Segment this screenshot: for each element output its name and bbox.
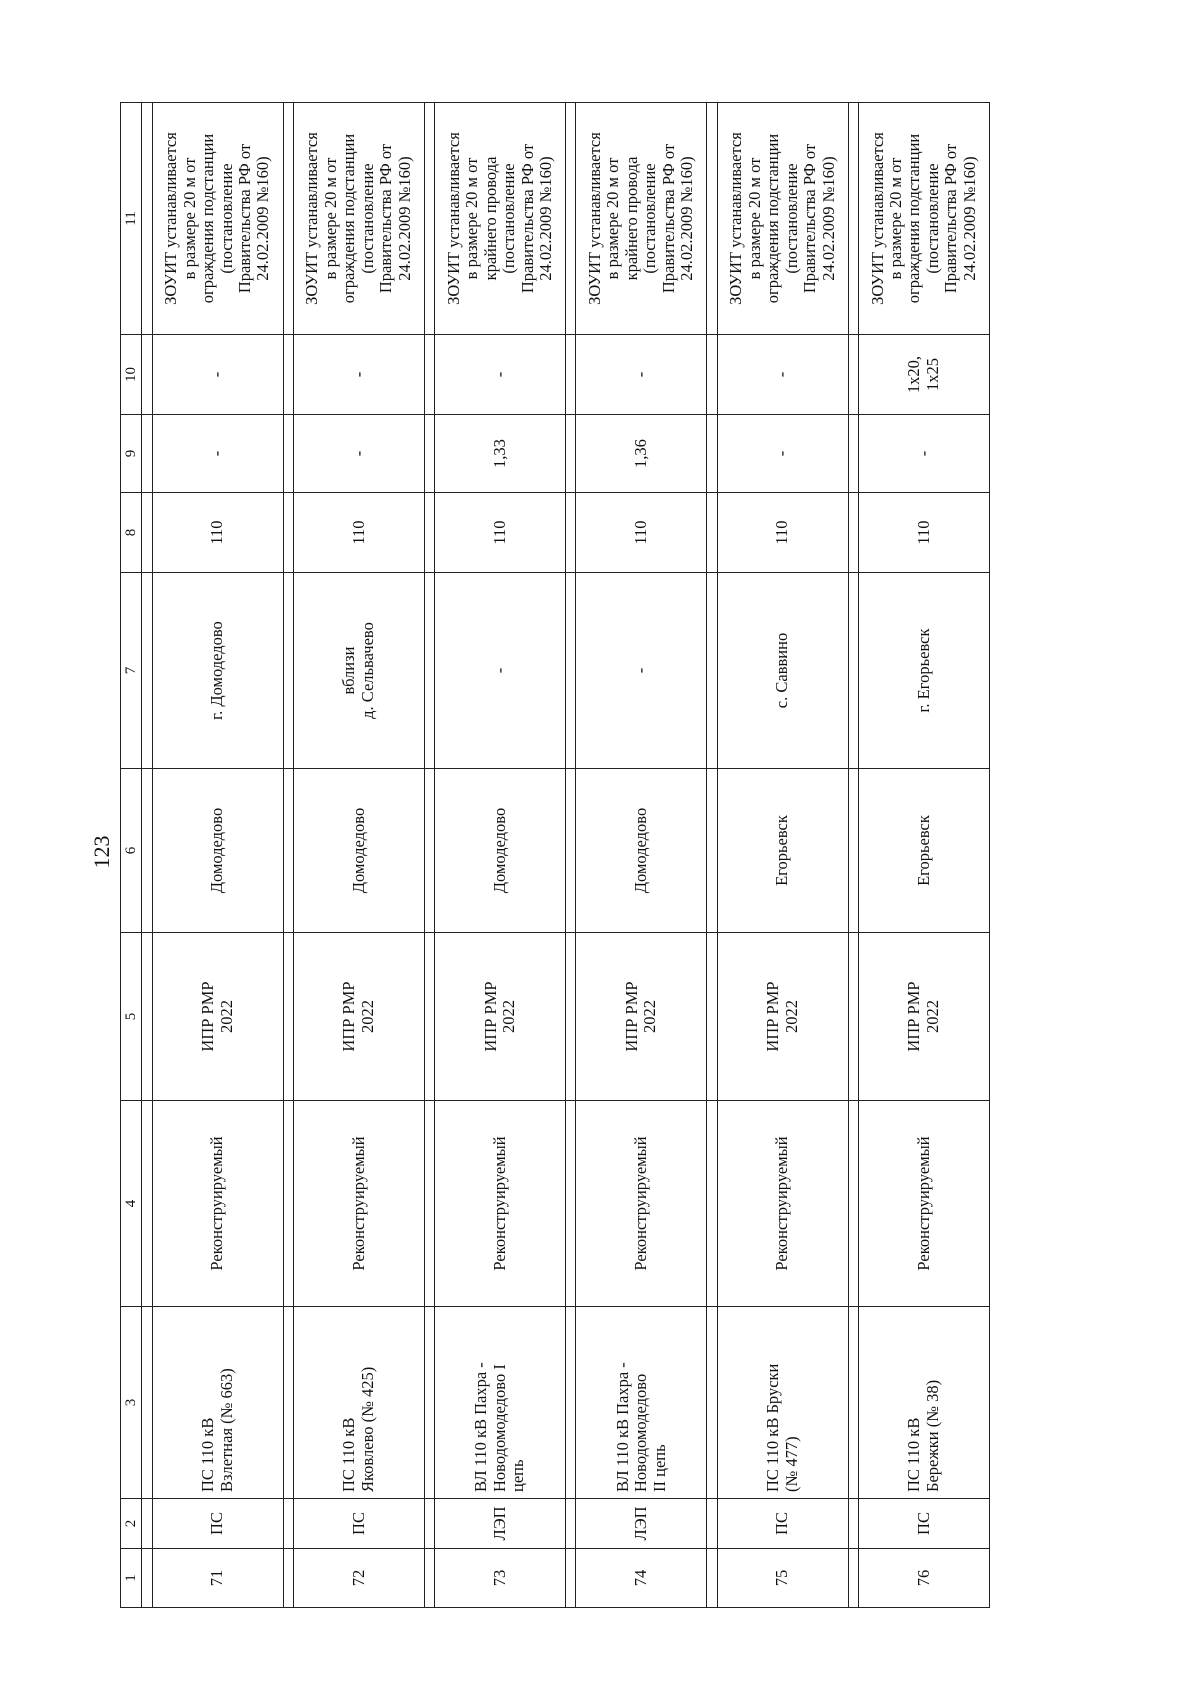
protection-zone-cell: ЗОУИТ устанавливается в размере 20 м от ограждения подстанции (постановление Правительства РФ от 24.02.2009 №160) <box>152 103 283 335</box>
voltage-cell: 110 <box>152 493 283 573</box>
protection-zone-cell: ЗОУИТ устанавливается в размере 20 м от крайнего провода (постановление Правительства РФ от 24.02.2009 №160) <box>576 103 707 335</box>
row-number-cell: 75 <box>717 1549 848 1608</box>
separator-cell <box>566 1549 576 1608</box>
transformer-capacity-cell: - <box>717 335 848 415</box>
separator-cell <box>848 493 858 573</box>
separator-cell <box>424 933 434 1101</box>
transformer-capacity-cell: - <box>293 335 424 415</box>
municipality-cell: Домодедово <box>293 769 424 933</box>
separator-cell <box>707 1549 717 1608</box>
separator-cell <box>142 573 152 769</box>
table-row <box>293 103 424 1608</box>
object-type-cell: ПС <box>858 1499 989 1549</box>
separator-cell <box>142 933 152 1101</box>
separator-cell <box>283 573 293 769</box>
column-number: 9 <box>121 415 142 493</box>
separator-cell <box>566 335 576 415</box>
separator-cell <box>848 1549 858 1608</box>
separator-cell <box>707 335 717 415</box>
location-cell: г. Домодедово <box>152 573 283 769</box>
municipality-cell: Домодедово <box>576 769 707 933</box>
transformer-capacity-cell: - <box>435 335 566 415</box>
row-separator <box>424 103 434 1608</box>
separator-cell <box>848 1101 858 1307</box>
row-number-cell: 74 <box>576 1549 707 1608</box>
separator-cell <box>283 415 293 493</box>
voltage-cell: 110 <box>293 493 424 573</box>
table-row <box>717 103 848 1608</box>
status-cell: Реконструируемый <box>152 1101 283 1307</box>
separator-cell <box>424 573 434 769</box>
separator-cell <box>848 1499 858 1549</box>
object-name-cell: ВЛ 110 кВ Пахра - Новодомодедово II цепь <box>576 1307 707 1499</box>
municipality-cell: Егорьевск <box>717 769 848 933</box>
separator-cell <box>424 769 434 933</box>
row-separator <box>707 103 717 1608</box>
protection-zone-cell: ЗОУИТ устанавливается в размере 20 м от ограждения подстанции (постановление Правительства РФ от 24.02.2009 №160) <box>858 103 989 335</box>
row-number-cell: 71 <box>152 1549 283 1608</box>
column-number: 3 <box>121 1307 142 1499</box>
object-name-cell: ПС 110 кВ Взлетная (№ 663) <box>152 1307 283 1499</box>
line-length-cell: - <box>717 415 848 493</box>
protection-zone-cell: ЗОУИТ устанавливается в размере 20 м от крайнего провода (постановление Правительства РФ от 24.02.2009 №160) <box>435 103 566 335</box>
separator-cell <box>283 769 293 933</box>
separator-cell <box>848 103 858 335</box>
separator-cell <box>707 103 717 335</box>
separator-cell <box>283 933 293 1101</box>
table-row <box>152 103 283 1608</box>
separator-cell <box>707 933 717 1101</box>
separator-cell <box>283 493 293 573</box>
municipality-cell: Домодедово <box>435 769 566 933</box>
separator-cell <box>283 103 293 335</box>
object-type-cell: ЛЭП <box>576 1499 707 1549</box>
separator-cell <box>707 1307 717 1499</box>
program-cell: ИПР РМР 2022 <box>717 933 848 1101</box>
location-cell: вблизи д. Сельвачево <box>293 573 424 769</box>
separator-cell <box>142 415 152 493</box>
column-number: 5 <box>121 933 142 1101</box>
separator-cell <box>566 103 576 335</box>
separator-cell <box>142 335 152 415</box>
object-type-cell: ЛЭП <box>435 1499 566 1549</box>
separator-cell <box>566 573 576 769</box>
separator-cell <box>424 415 434 493</box>
separator-cell <box>707 415 717 493</box>
column-number: 8 <box>121 493 142 573</box>
column-number: 10 <box>121 335 142 415</box>
object-name-cell: ВЛ 110 кВ Пахра - Новодомодедово I цепь <box>435 1307 566 1499</box>
object-name-cell: ПС 110 кВ Бережки (№ 38) <box>858 1307 989 1499</box>
separator-cell <box>142 1101 152 1307</box>
column-number: 7 <box>121 573 142 769</box>
column-number: 2 <box>121 1499 142 1549</box>
separator-cell <box>142 1499 152 1549</box>
transformer-capacity-cell: - <box>576 335 707 415</box>
separator-cell <box>566 415 576 493</box>
table-row <box>576 103 707 1608</box>
column-number: 4 <box>121 1101 142 1307</box>
row-separator <box>566 103 576 1608</box>
program-cell: ИПР РМР 2022 <box>293 933 424 1101</box>
separator-cell <box>566 1499 576 1549</box>
separator-cell <box>424 1499 434 1549</box>
line-length-cell: - <box>293 415 424 493</box>
location-cell: - <box>576 573 707 769</box>
separator-cell <box>424 1549 434 1608</box>
separator-cell <box>142 103 152 335</box>
line-length-cell: - <box>858 415 989 493</box>
protection-zone-cell: ЗОУИТ устанавливается в размере 20 м от ограждения подстанции (постановление Правительства РФ от 24.02.2009 №160) <box>717 103 848 335</box>
row-number-cell: 76 <box>858 1549 989 1608</box>
status-cell: Реконструируемый <box>858 1101 989 1307</box>
line-length-cell: 1,36 <box>576 415 707 493</box>
separator-cell <box>424 493 434 573</box>
municipality-cell: Домодедово <box>152 769 283 933</box>
column-number: 1 <box>121 1549 142 1608</box>
separator-cell <box>142 493 152 573</box>
separator-cell <box>283 1499 293 1549</box>
column-number-row <box>121 103 142 1608</box>
location-cell: г. Егорьевск <box>858 573 989 769</box>
separator-cell <box>283 1549 293 1608</box>
separator-cell <box>142 1307 152 1499</box>
separator-cell <box>142 769 152 933</box>
row-separator <box>283 103 293 1608</box>
status-cell: Реконструируемый <box>576 1101 707 1307</box>
separator-cell <box>566 1101 576 1307</box>
table-row <box>435 103 566 1608</box>
separator-cell <box>424 103 434 335</box>
row-separator <box>142 103 152 1608</box>
program-cell: ИПР РМР 2022 <box>152 933 283 1101</box>
separator-cell <box>848 1307 858 1499</box>
transformer-capacity-cell: 1х20, 1х25 <box>858 335 989 415</box>
separator-cell <box>142 1549 152 1608</box>
separator-cell <box>707 1101 717 1307</box>
status-cell: Реконструируемый <box>293 1101 424 1307</box>
program-cell: ИПР РМР 2022 <box>576 933 707 1101</box>
separator-cell <box>707 493 717 573</box>
separator-cell <box>848 933 858 1101</box>
line-length-cell: 1,33 <box>435 415 566 493</box>
separator-cell <box>283 335 293 415</box>
separator-cell <box>424 1101 434 1307</box>
transformer-capacity-cell: - <box>152 335 283 415</box>
location-cell: с. Саввино <box>717 573 848 769</box>
voltage-cell: 110 <box>435 493 566 573</box>
separator-cell <box>848 415 858 493</box>
protection-zone-cell: ЗОУИТ устанавливается в размере 20 м от ограждения подстанции (постановление Правительства РФ от 24.02.2009 №160) <box>293 103 424 335</box>
separator-cell <box>848 573 858 769</box>
status-cell: Реконструируемый <box>717 1101 848 1307</box>
object-type-cell: ПС <box>293 1499 424 1549</box>
voltage-cell: 110 <box>717 493 848 573</box>
separator-cell <box>848 769 858 933</box>
voltage-cell: 110 <box>576 493 707 573</box>
row-number-cell: 73 <box>435 1549 566 1608</box>
separator-cell <box>707 1499 717 1549</box>
separator-cell <box>283 1101 293 1307</box>
row-separator <box>848 103 858 1608</box>
voltage-cell: 110 <box>858 493 989 573</box>
column-number: 6 <box>121 769 142 933</box>
line-length-cell: - <box>152 415 283 493</box>
separator-cell <box>707 769 717 933</box>
separator-cell <box>566 1307 576 1499</box>
program-cell: ИПР РМР 2022 <box>435 933 566 1101</box>
object-name-cell: ПС 110 кВ Бруски (№ 477) <box>717 1307 848 1499</box>
separator-cell <box>848 335 858 415</box>
object-type-cell: ПС <box>152 1499 283 1549</box>
municipality-cell: Егорьевск <box>858 769 989 933</box>
object-name-cell: ПС 110 кВ Яковлево (№ 425) <box>293 1307 424 1499</box>
separator-cell <box>566 933 576 1101</box>
table-row <box>858 103 989 1608</box>
objects-table <box>120 102 990 1608</box>
separator-cell <box>424 1307 434 1499</box>
rotated-table-container <box>120 103 990 1608</box>
row-number-cell: 72 <box>293 1549 424 1608</box>
status-cell: Реконструируемый <box>435 1101 566 1307</box>
location-cell: - <box>435 573 566 769</box>
separator-cell <box>566 769 576 933</box>
program-cell: ИПР РМР 2022 <box>858 933 989 1101</box>
separator-cell <box>283 1307 293 1499</box>
separator-cell <box>707 573 717 769</box>
column-number: 11 <box>121 103 142 335</box>
page-number: 123 <box>89 835 114 869</box>
object-type-cell: ПС <box>717 1499 848 1549</box>
separator-cell <box>424 335 434 415</box>
separator-cell <box>566 493 576 573</box>
